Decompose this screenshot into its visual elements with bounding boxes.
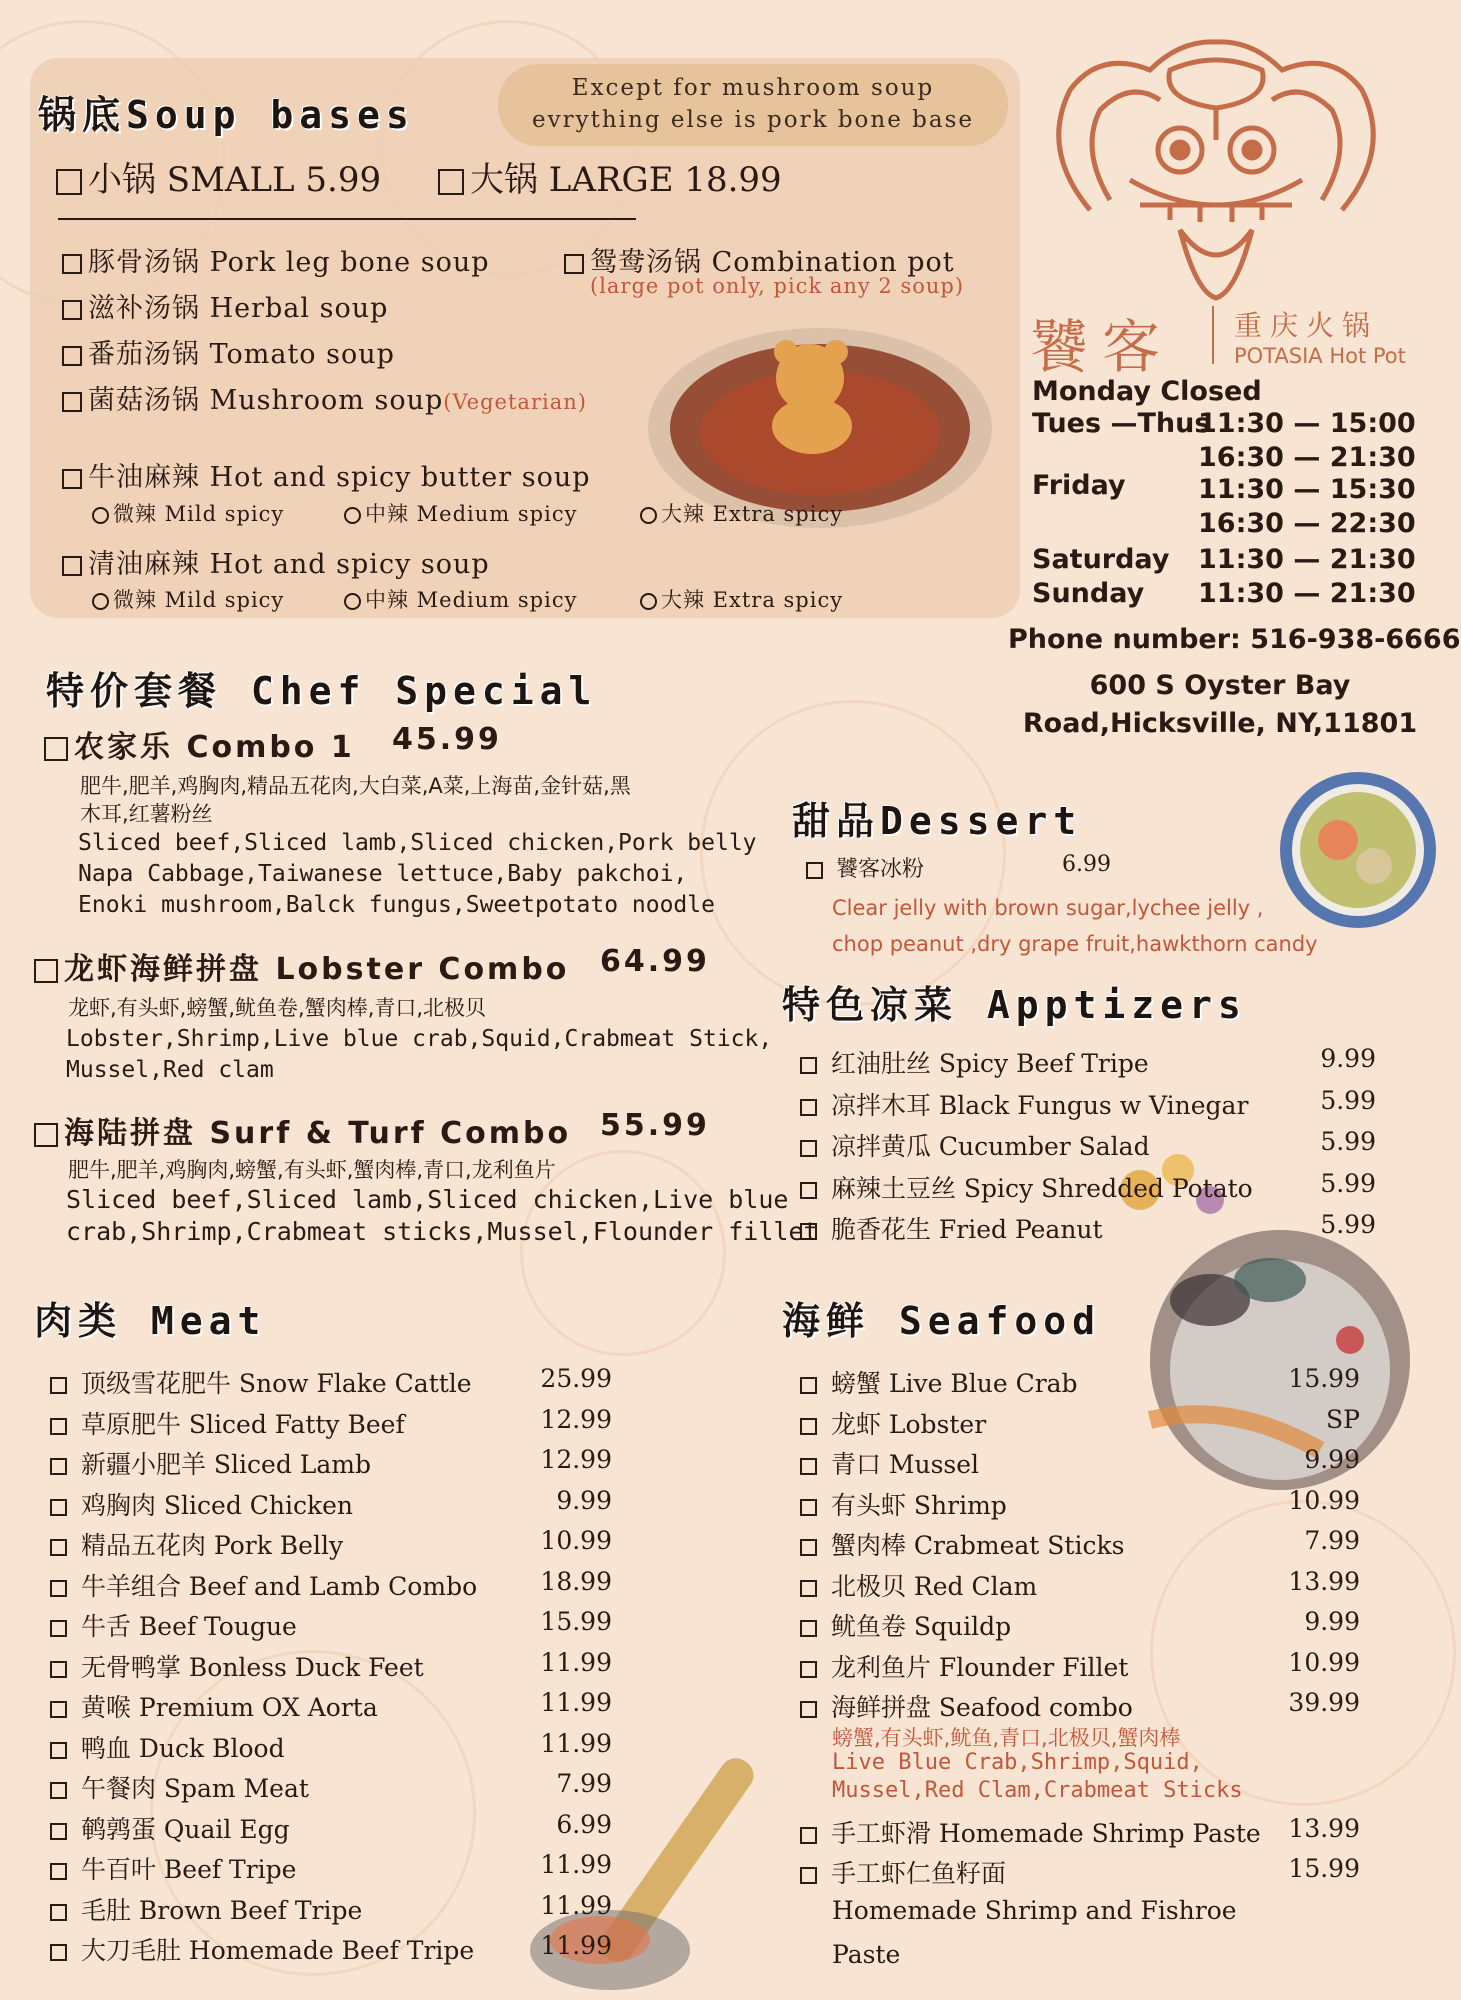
- checkbox[interactable]: [50, 1580, 67, 1597]
- menu-item-price: 13.99: [1288, 1566, 1360, 1596]
- menu-item-price: 5.99: [1320, 1210, 1376, 1239]
- menu-item[interactable]: [800, 1169, 1253, 1205]
- soup-item[interactable]: [62, 378, 587, 417]
- checkbox[interactable]: [800, 1580, 817, 1597]
- menu-item-price: 12.99: [540, 1445, 612, 1474]
- menu-item-price: 11.99: [540, 1688, 612, 1717]
- soup-item[interactable]: [62, 332, 395, 371]
- checkbox[interactable]: [62, 469, 82, 489]
- seafood-combo-desc: Mussel,Red Clam,Crabmeat Sticks: [832, 1778, 1243, 1803]
- spice-option[interactable]: [640, 584, 843, 614]
- menu-item[interactable]: [800, 1405, 986, 1441]
- menu-item-price: 5.99: [1320, 1168, 1376, 1198]
- menu-item-name: 新疆小肥羊 Sliced Lamb: [80, 1450, 371, 1479]
- checkbox[interactable]: [50, 1620, 67, 1637]
- checkbox[interactable]: [50, 1782, 67, 1799]
- menu-item-price: 10.99: [1288, 1485, 1360, 1515]
- dessert-desc: chop peanut ,dry grape fruit,hawkthorn candy: [832, 932, 1318, 956]
- checkbox[interactable]: [34, 959, 58, 983]
- menu-item[interactable]: [50, 1769, 309, 1805]
- checkbox[interactable]: [50, 1863, 67, 1880]
- hours-day: Tues —Thus: [1032, 408, 1211, 439]
- menu-item-name: 鱿鱼卷 Squildp: [830, 1612, 1012, 1641]
- menu-item-name: 大刀毛肚 Homemade Beef Tripe: [80, 1936, 475, 1965]
- menu-item[interactable]: [50, 1729, 285, 1765]
- menu-item-name: 蟹肉棒 Crabmeat Sticks: [830, 1531, 1125, 1560]
- menu-item-name: 麻辣土豆丝 Spicy Shredded Potato: [830, 1173, 1253, 1203]
- combo-1-desc-cn: 木耳,红薯粉丝: [80, 802, 213, 826]
- checkbox[interactable]: [564, 254, 584, 274]
- seafood-heading: 海鲜 Seafood: [782, 1299, 1102, 1343]
- menu-item[interactable]: [50, 1405, 405, 1441]
- spice-label: 中辣 Medium spicy: [365, 588, 578, 612]
- checkbox[interactable]: [62, 556, 82, 576]
- menu-item[interactable]: [50, 1931, 474, 1967]
- lobster-combo-desc-en: Mussel,Red clam: [66, 1057, 274, 1083]
- menu-item-name: 牛羊组合 Beef and Lamb Combo: [80, 1571, 478, 1601]
- radio[interactable]: [344, 593, 361, 610]
- menu-item-price: 11.99: [540, 1647, 612, 1677]
- checkbox[interactable]: [62, 300, 82, 320]
- menu-item[interactable]: [800, 1648, 1128, 1684]
- combo-1-desc-en: Napa Cabbage,Taiwanese lettuce,Baby pakchoi,: [78, 861, 688, 887]
- menu-item-name: 龙利鱼片 Flounder Fillet: [830, 1652, 1129, 1682]
- surf-turf-combo-desc-en: crab,Shrimp,Crabmeat sticks,Mussel,Flounder fillet: [66, 1217, 819, 1246]
- size-large-option[interactable]: [438, 152, 782, 201]
- soup-note-line2: evrything else is pork bone base: [532, 107, 974, 133]
- menu-item-name: 海鲜拼盘 Seafood combo: [830, 1693, 1133, 1722]
- soup-item[interactable]: [62, 286, 388, 325]
- checkbox[interactable]: [62, 392, 82, 412]
- menu-item[interactable]: [800, 1688, 1133, 1724]
- soup-item[interactable]: [62, 240, 490, 279]
- menu-item[interactable]: [50, 1607, 297, 1643]
- menu-item-price: 15.99: [1288, 1854, 1360, 1883]
- brand-subtitle-cn: 重庆火锅: [1234, 309, 1379, 342]
- menu-item-name: 有头虾 Shrimp: [830, 1490, 1007, 1520]
- surf-turf-combo-desc-en: Sliced beef,Sliced lamb,Sliced chicken,Live blue: [66, 1185, 789, 1214]
- spice-label: 微辣 Mild spicy: [113, 588, 285, 612]
- menu-item[interactable]: [800, 1127, 1150, 1163]
- menu-item-name: 螃蟹 Live Blue Crab: [830, 1369, 1078, 1398]
- dessert-desc: Clear jelly with brown sugar,lychee jelly ,: [832, 896, 1264, 920]
- lion-logo: [1030, 30, 1402, 304]
- menu-item-price: 7.99: [1304, 1526, 1360, 1555]
- menu-item[interactable]: [800, 1567, 1037, 1603]
- combo-title-label: 农家乐 Combo 1: [74, 730, 355, 765]
- dessert-item-label: 饕客冰粉: [836, 857, 925, 882]
- menu-item-price: 15.99: [1288, 1364, 1360, 1393]
- menu-item[interactable]: [800, 1364, 1078, 1400]
- size-large-label: 大锅 LARGE 18.99: [470, 160, 782, 200]
- menu-item-price: 6.99: [556, 1809, 612, 1839]
- menu-item[interactable]: [800, 1607, 1011, 1643]
- lobster-combo-title[interactable]: [34, 944, 569, 988]
- shrimp-fishroe-desc: Homemade Shrimp and Fishroe: [832, 1896, 1237, 1925]
- menu-item-price: 9.99: [556, 1485, 612, 1515]
- checkbox[interactable]: [800, 1867, 817, 1884]
- checkbox[interactable]: [800, 1182, 817, 1199]
- size-small-label: 小锅 SMALL 5.99: [88, 160, 382, 200]
- menu-item-name: 无骨鸭掌 Bonless Duck Feet: [80, 1652, 424, 1682]
- menu-item[interactable]: [800, 1814, 1261, 1850]
- menu-item-name: 鸡胸肉 Sliced Chicken: [80, 1490, 354, 1520]
- menu-item[interactable]: [50, 1810, 290, 1846]
- menu-item-name: 牛百叶 Beef Tripe: [80, 1855, 297, 1884]
- menu-item[interactable]: [50, 1688, 378, 1724]
- menu-item[interactable]: [800, 1210, 1103, 1246]
- checkbox[interactable]: [62, 346, 82, 366]
- menu-item[interactable]: [800, 1044, 1149, 1080]
- shrimp-fishroe-desc: Paste: [832, 1940, 901, 1969]
- vegetarian-note: (Vegetarian): [443, 390, 587, 414]
- menu-item-name: 毛肚 Brown Beef Tripe: [80, 1895, 363, 1925]
- menu-item-name: 手工虾仁鱼籽面: [830, 1859, 1006, 1888]
- seafood-combo-desc: 螃蟹,有头虾,鱿鱼,青口,北极贝,蟹肉棒: [832, 1726, 1181, 1750]
- menu-item-price: 12.99: [540, 1404, 612, 1434]
- checkbox[interactable]: [50, 1742, 67, 1759]
- menu-item-name: 鸭血 Duck Blood: [80, 1733, 285, 1763]
- checkbox[interactable]: [50, 1701, 67, 1718]
- checkbox[interactable]: [50, 1418, 67, 1435]
- checkbox[interactable]: [800, 1458, 817, 1475]
- menu-item-price: 9.99: [1304, 1607, 1360, 1636]
- phone-number: Phone number: 516-938-6666: [1008, 624, 1461, 655]
- hours-day: Monday Closed: [1032, 376, 1262, 407]
- menu-item[interactable]: [800, 1086, 1248, 1122]
- menu-item[interactable]: [800, 1854, 1006, 1890]
- checkbox[interactable]: [44, 737, 68, 761]
- address-line2: Road,Hicksville, NY,11801: [1022, 708, 1418, 739]
- dessert-heading: 甜品Dessert: [792, 799, 1083, 843]
- hours-time: 11:30 — 21:30: [1198, 544, 1416, 575]
- butter-soup-item[interactable]: [62, 455, 591, 494]
- menu-item-price: 11.99: [540, 1931, 612, 1960]
- checkbox[interactable]: [800, 1499, 817, 1516]
- menu-item-price: 5.99: [1320, 1085, 1376, 1115]
- checkbox[interactable]: [800, 1057, 817, 1074]
- menu-item-price: SP: [1326, 1404, 1360, 1434]
- menu-item-name: 草原肥牛 Sliced Fatty Beef: [80, 1409, 405, 1439]
- checkbox[interactable]: [50, 1377, 67, 1394]
- hours-time: 11:30 — 15:00: [1198, 408, 1416, 439]
- brand-divider: [1212, 306, 1214, 364]
- combo-title-label: 海陆拼盘 Surf & Turf Combo: [64, 1116, 572, 1151]
- menu-item-name: 鹌鹑蛋 Quail Egg: [80, 1814, 290, 1844]
- radio[interactable]: [640, 507, 657, 524]
- checkbox[interactable]: [800, 1377, 817, 1394]
- menu-item-name: 手工虾滑 Homemade Shrimp Paste: [830, 1819, 1261, 1848]
- combo-title-label: 龙虾海鲜拼盘 Lobster Combo: [64, 952, 570, 987]
- surf-turf-combo-desc-cn: 肥牛,肥羊,鸡胸肉,螃蟹,有头虾,蟹肉棒,青口,龙利鱼片: [68, 1158, 556, 1182]
- checkbox[interactable]: [800, 1223, 817, 1240]
- butter-soup-label: 牛油麻辣 Hot and spicy butter soup: [88, 462, 591, 493]
- radio[interactable]: [92, 507, 109, 524]
- spice-option[interactable]: [92, 584, 284, 614]
- combination-pot-note: (large pot only, pick any 2 soup): [590, 274, 965, 298]
- soup-item-label: 豚骨汤锅 Pork leg bone soup: [88, 247, 490, 278]
- checkbox[interactable]: [806, 862, 823, 879]
- soup-bases-heading: 锅底Soup bases: [38, 93, 415, 137]
- menu-item-price: 10.99: [1288, 1647, 1360, 1677]
- lobster-combo-price: 64.99: [600, 944, 710, 979]
- hours-time: 16:30 — 21:30: [1198, 442, 1416, 473]
- hours-time: 11:30 — 21:30: [1198, 578, 1416, 609]
- checkbox[interactable]: [800, 1701, 817, 1718]
- combo-1-desc-cn: 肥牛,肥羊,鸡胸肉,精品五花肉,大白菜,A菜,上海苗,金针菇,黑: [80, 774, 631, 798]
- menu-item-price: 39.99: [1288, 1688, 1360, 1717]
- radio[interactable]: [344, 507, 361, 524]
- combo-1-desc-en: Sliced beef,Sliced lamb,Sliced chicken,Pork belly: [78, 830, 757, 856]
- checkbox[interactable]: [56, 169, 82, 195]
- spice-label: 大辣 Extra spicy: [661, 588, 844, 612]
- menu-item[interactable]: [50, 1850, 296, 1886]
- combo-1-title[interactable]: [44, 722, 355, 766]
- checkbox[interactable]: [50, 1904, 67, 1921]
- combo-1-desc-en: Enoki mushroom,Balck fungus,Sweetpotato noodle: [78, 892, 715, 918]
- menu-item[interactable]: [50, 1486, 353, 1522]
- soup-item-label: 番茄汤锅 Tomato soup: [88, 339, 395, 370]
- menu-item-name: 红油肚丝 Spicy Beef Tripe: [830, 1049, 1149, 1078]
- checkbox[interactable]: [438, 169, 464, 195]
- checkbox[interactable]: [800, 1099, 817, 1116]
- menu-item-name: 龙虾 Lobster: [830, 1409, 987, 1439]
- hours-time: 16:30 — 22:30: [1198, 508, 1416, 539]
- menu-item[interactable]: [50, 1526, 343, 1562]
- spice-label: 大辣 Extra spicy: [661, 502, 844, 526]
- divider: [58, 218, 636, 220]
- radio[interactable]: [640, 593, 657, 610]
- checkbox[interactable]: [800, 1827, 817, 1844]
- soup-note-line1: Except for mushroom soup: [571, 75, 935, 101]
- menu-item-price: 18.99: [540, 1566, 612, 1596]
- menu-item-name: 凉拌木耳 Black Fungus w Vinegar: [830, 1090, 1249, 1120]
- menu-item-price: 11.99: [540, 1728, 612, 1758]
- hours-day: Sunday: [1032, 578, 1145, 609]
- checkbox[interactable]: [50, 1661, 67, 1678]
- lobster-combo-desc-cn: 龙虾,有头虾,螃蟹,鱿鱼卷,蟹肉棒,青口,北极贝: [68, 996, 487, 1020]
- checkbox[interactable]: [50, 1539, 67, 1556]
- spice-option[interactable]: [92, 498, 284, 528]
- soup-item-label: 滋补汤锅 Herbal soup: [88, 293, 389, 324]
- menu-item[interactable]: [800, 1445, 979, 1481]
- checkbox[interactable]: [50, 1499, 67, 1516]
- menu-item-price: 11.99: [540, 1890, 612, 1920]
- oil-soup-label: 清油麻辣 Hot and spicy soup: [88, 549, 490, 580]
- checkbox[interactable]: [50, 1823, 67, 1840]
- menu-item[interactable]: [50, 1364, 472, 1400]
- menu-item-name: 北极贝 Red Clam: [830, 1571, 1038, 1601]
- surf-turf-combo-price: 55.99: [600, 1108, 710, 1143]
- combo-1-price: 45.99: [392, 722, 502, 757]
- menu-item[interactable]: [800, 1526, 1124, 1562]
- menu-item-price: 10.99: [540, 1526, 612, 1555]
- spice-option[interactable]: [344, 584, 577, 614]
- menu-item-name: 黄喉 Premium OX Aorta: [80, 1693, 378, 1722]
- checkbox[interactable]: [50, 1458, 67, 1475]
- soup-item-label: 菌菇汤锅 Mushroom soup: [88, 385, 444, 416]
- checkbox[interactable]: [800, 1539, 817, 1556]
- menu-item[interactable]: [800, 1486, 1007, 1522]
- menu-item-name: 牛舌 Beef Tougue: [80, 1612, 297, 1641]
- menu-item-price: 25.99: [540, 1364, 612, 1393]
- dessert-item[interactable]: [806, 852, 924, 883]
- menu-item-name: 青口 Mussel: [830, 1450, 980, 1479]
- chef-special-heading: 特价套餐 Chef Special: [46, 669, 598, 713]
- menu-item-name: 午餐肉 Spam Meat: [80, 1774, 309, 1803]
- checkbox[interactable]: [800, 1620, 817, 1637]
- menu-item-price: 9.99: [1320, 1044, 1376, 1073]
- dessert-price: 6.99: [1062, 852, 1111, 877]
- menu-item[interactable]: [50, 1891, 362, 1927]
- checkbox[interactable]: [50, 1944, 67, 1961]
- checkbox[interactable]: [800, 1140, 817, 1157]
- soup-note: [498, 64, 1008, 146]
- menu-item[interactable]: [50, 1445, 371, 1481]
- spice-label: 中辣 Medium spicy: [365, 502, 578, 526]
- menu-item-name: 顶级雪花肥牛 Snow Flake Cattle: [80, 1369, 472, 1398]
- seafood-combo-desc: Live Blue Crab,Shrimp,Squid,: [832, 1750, 1203, 1775]
- oil-soup-item[interactable]: [62, 542, 490, 581]
- size-small-option[interactable]: [56, 152, 381, 201]
- checkbox[interactable]: [800, 1661, 817, 1678]
- hours-time: 11:30 — 15:30: [1198, 474, 1416, 505]
- surf-turf-combo-title[interactable]: [34, 1108, 571, 1152]
- menu-item[interactable]: [50, 1648, 424, 1684]
- spice-option[interactable]: [640, 498, 843, 528]
- menu-item-name: 精品五花肉 Pork Belly: [80, 1531, 344, 1560]
- address-line1: 600 S Oyster Bay: [1089, 670, 1351, 701]
- checkbox[interactable]: [62, 254, 82, 274]
- menu-item-name: 凉拌黄瓜 Cucumber Salad: [830, 1132, 1150, 1161]
- combination-pot-label: 鸳鸯汤锅 Combination pot: [590, 247, 955, 278]
- hours-day: Saturday: [1032, 544, 1170, 575]
- menu-item-price: 15.99: [540, 1607, 612, 1636]
- brand-name-cn: 饕客: [1030, 313, 1175, 381]
- menu-item-name: 脆香花生 Fried Peanut: [830, 1215, 1103, 1244]
- spice-option[interactable]: [344, 498, 577, 528]
- menu-item[interactable]: [50, 1567, 477, 1603]
- checkbox[interactable]: [34, 1123, 58, 1147]
- spice-label: 微辣 Mild spicy: [113, 502, 285, 526]
- menu-item-price: 5.99: [1320, 1127, 1376, 1156]
- meat-heading: 肉类 Meat: [34, 1299, 267, 1343]
- hours-day: Friday: [1032, 470, 1126, 501]
- dessert-bowl-image: [1268, 770, 1414, 930]
- menu-item-price: 13.99: [1288, 1814, 1360, 1843]
- radio[interactable]: [92, 593, 109, 610]
- menu-item-price: 11.99: [540, 1850, 612, 1879]
- appetizers-heading: 特色凉菜 Apptizers: [782, 983, 1247, 1027]
- checkbox[interactable]: [800, 1418, 817, 1435]
- menu-item-price: 9.99: [1304, 1445, 1360, 1474]
- brand-subtitle-en: POTASIA Hot Pot: [1234, 344, 1406, 368]
- lobster-combo-desc-en: Lobster,Shrimp,Live blue crab,Squid,Crabmeat Stick,: [66, 1026, 773, 1052]
- menu-item-price: 7.99: [556, 1769, 612, 1798]
